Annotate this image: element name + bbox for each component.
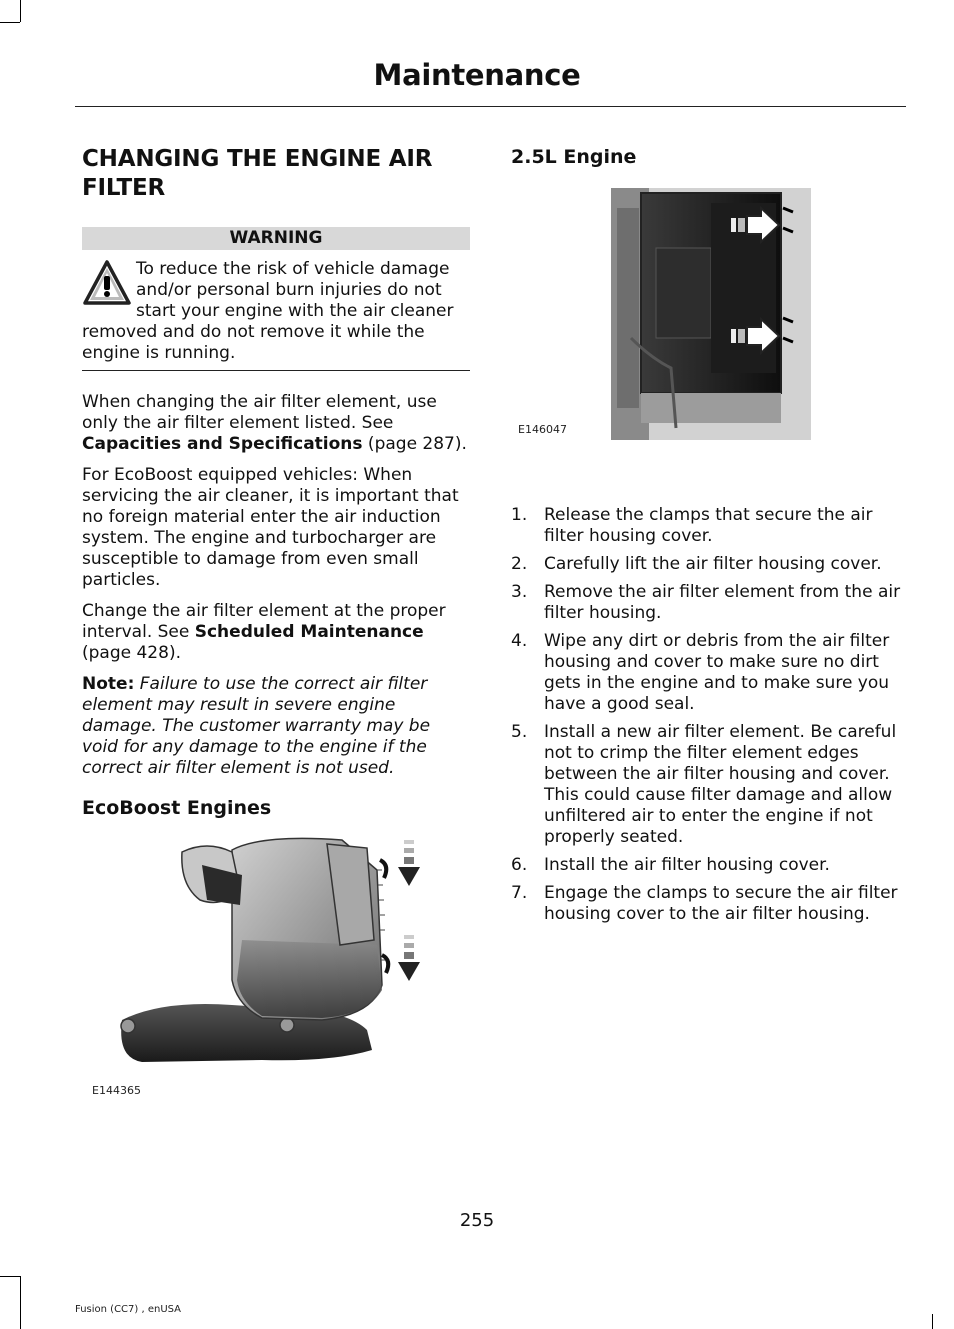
- step-number: 3.: [511, 582, 528, 602]
- paragraph-interval: [82, 601, 470, 664]
- engine-2-5l-heading: 2.5L Engine: [511, 146, 637, 168]
- step-number: 1.: [511, 505, 528, 525]
- step-text: Install a new air filter element. Be careful not to crimp the filter element edges between the air filter housing and cover. This could cause filter damage and allow unfiltered air to enter the engine if not properly seated.: [544, 722, 897, 847]
- page-number: 255: [459, 1210, 495, 1231]
- step-text: Install the air filter housing cover.: [544, 855, 830, 875]
- header-rule: [75, 106, 906, 107]
- step-item: [511, 582, 901, 624]
- step-item: [511, 505, 901, 547]
- step-text: Release the clamps that secure the air filter housing cover.: [544, 505, 873, 546]
- left-column: [82, 145, 470, 1098]
- crop-mark: [20, 0, 21, 22]
- step-item: [511, 722, 901, 848]
- paragraph-filter-element: [82, 392, 470, 455]
- step-item: [511, 554, 901, 575]
- ecoboost-heading: EcoBoost Engines: [82, 797, 272, 819]
- step-item: [511, 883, 901, 925]
- figure-code: E144365: [92, 1084, 141, 1097]
- step-number: 7.: [511, 883, 528, 903]
- crop-mark: [932, 1314, 933, 1329]
- step-item: [511, 855, 901, 876]
- page-header-title: Maintenance: [373, 58, 581, 92]
- crop-mark: [0, 22, 20, 23]
- warning-box: [82, 259, 470, 364]
- note-label: Note:: [82, 674, 135, 694]
- step-item: [511, 631, 901, 715]
- p1-page-ref: (page 287).: [362, 434, 467, 454]
- step-number: 2.: [511, 554, 528, 574]
- note-text: Failure to use the correct air filter element may result in severe engine damage. The customer warranty may be void for any damage to the engine if the correct air filter element is not used.: [82, 674, 431, 778]
- step-number: 6.: [511, 855, 528, 875]
- step-number: 4.: [511, 631, 528, 651]
- step-number: 5.: [511, 722, 528, 742]
- section-heading: CHANGING THE ENGINE AIR FILTER: [82, 146, 433, 201]
- warning-triangle-icon: [82, 259, 132, 307]
- warning-rule: [82, 370, 470, 371]
- scheduled-maintenance-link[interactable]: Scheduled Maintenance: [194, 622, 424, 642]
- capacities-link[interactable]: Capacities and Specifications: [82, 434, 363, 454]
- crop-mark: [0, 1276, 20, 1277]
- step-text: Remove the air filter element from the air filter housing.: [544, 582, 901, 623]
- steps-list: [511, 505, 901, 925]
- p1-text: When changing the air filter element, use only the air filter element listed. See: [82, 392, 437, 433]
- warning-text: To reduce the risk of vehicle damage and/or personal burn injuries do not start your engine with the air cleaner removed and do not remove it while the engine is running.: [82, 259, 454, 363]
- arrow-down-icon: [398, 840, 420, 886]
- right-column: [511, 145, 901, 932]
- footer-text: Fusion (CC7) , enUSA: [75, 1304, 182, 1315]
- note-paragraph: [82, 674, 470, 779]
- warning-label: WARNING: [82, 227, 470, 250]
- figure-code: E146047: [518, 423, 567, 436]
- step-text: Carefully lift the air filter housing cover.: [544, 554, 882, 574]
- p3-page-ref: (page 428).: [82, 643, 181, 663]
- engine-2-5l-air-filter-illustration: [611, 188, 811, 440]
- p3-text: Change the air filter element at the proper interval. See: [82, 601, 446, 642]
- crop-mark: [20, 1276, 21, 1329]
- paragraph-ecoboost: For EcoBoost equipped vehicles: When servicing the air cleaner, it is important that no foreign material enter the air induction system. The engine and turbocharger are susceptible to damage from even small particles.: [82, 465, 459, 590]
- engine-2-5l-figure: [511, 188, 901, 448]
- step-text: Engage the clamps to secure the air filter housing cover to the air filter housing.: [544, 883, 898, 924]
- ecoboost-figure: [82, 830, 470, 1098]
- step-text: Wipe any dirt or debris from the air filter housing and cover to make sure no dirt gets in the engine and to make sure you have a good seal.: [544, 631, 890, 714]
- arrow-down-icon: [398, 935, 420, 981]
- ecoboost-air-filter-illustration: [82, 830, 470, 1080]
